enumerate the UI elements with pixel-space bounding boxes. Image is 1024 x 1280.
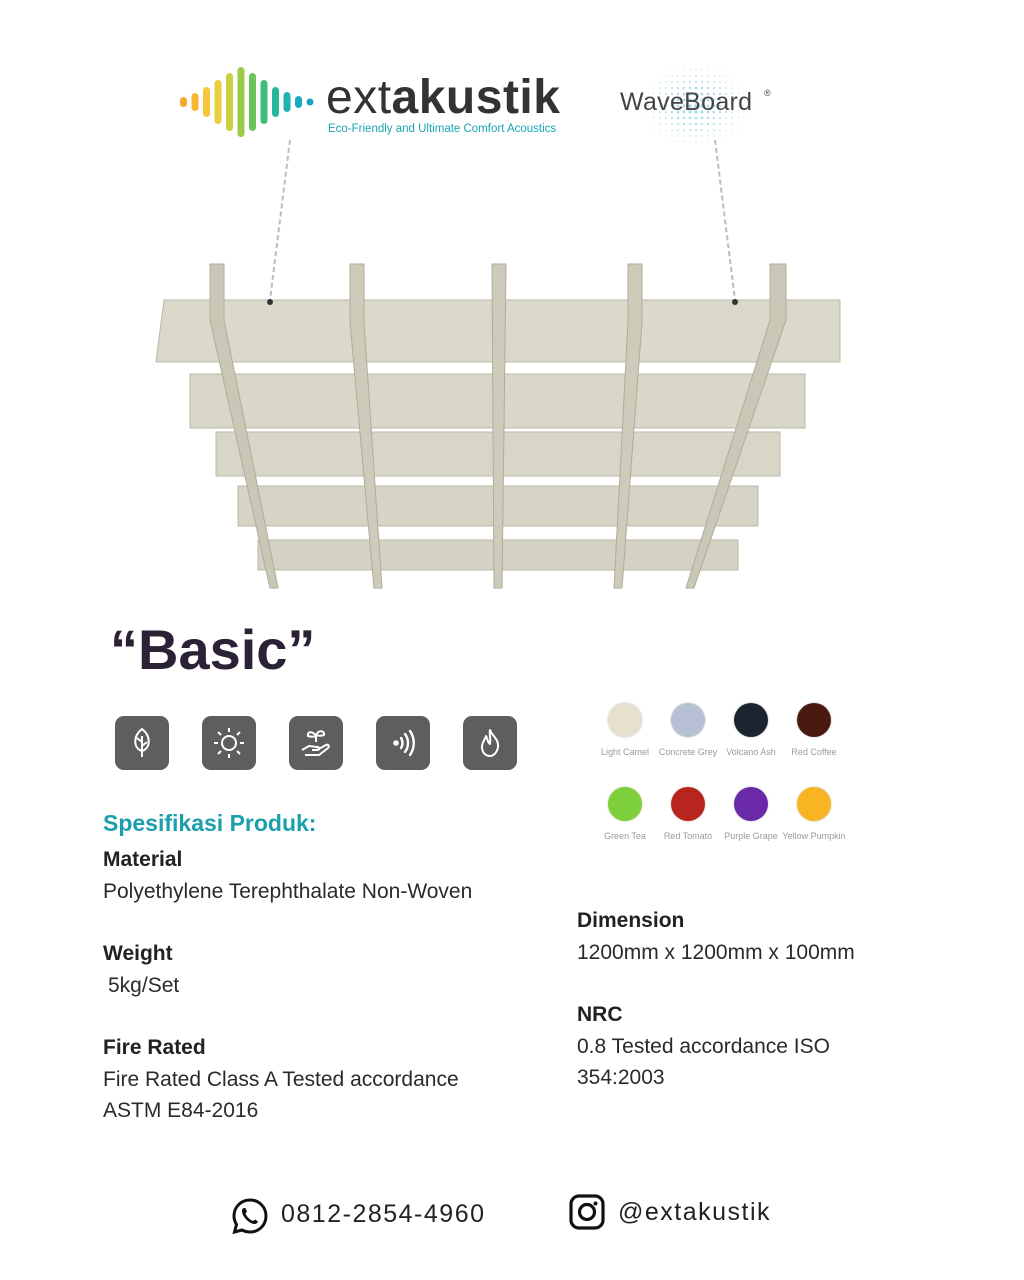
logo-bar [295,96,302,108]
brand-name-bold: akustik [391,71,561,124]
hanging-hook [732,299,738,305]
fire-rated-value-line1: Fire Rated Class A Tested accordance [103,1068,459,1091]
color-swatch-label: Red Coffee [791,747,837,757]
color-swatch [797,703,831,737]
sun-icon [202,716,256,770]
logo-bar [261,80,268,124]
logo-bar [249,73,256,131]
product-image-baffle-grid [150,140,850,595]
color-swatch [734,787,768,821]
nrc-value-line2: 354:2003 [577,1066,665,1089]
logo-bar [192,93,199,111]
instagram-icon [568,1193,606,1231]
color-swatch-label: Green Tea [604,831,646,841]
color-swatch [734,703,768,737]
color-swatch-label: Purple Grape [724,831,778,841]
nrc-value-line1: 0.8 Tested accordance ISO [577,1035,830,1058]
dimension-label: Dimension [577,909,685,932]
contact-instagram[interactable]: @extakustik [618,1198,772,1226]
hanging-hook [267,299,273,305]
color-swatch-label: Yellow Pumpkin [782,831,846,841]
whatsapp-icon [230,1196,270,1236]
extakustik-logo-icon [178,64,318,140]
sound-waves-icon [376,716,430,770]
logo-bar [238,67,245,137]
fire-rated-value-line2: ASTM E84-2016 [103,1099,259,1122]
waveboard-logo-text: WaveBoard [620,88,753,116]
vertical-blade [492,264,506,588]
logo-bar [180,97,187,107]
contact-phone[interactable]: 0812-2854-4960 [281,1200,486,1228]
dimension-value: 1200mm x 1200mm x 100mm [577,941,855,964]
logo-bar [215,80,222,124]
logo-bar [284,92,291,112]
brand-name-light: ext [326,71,392,124]
product-title: “Basic” [110,618,316,681]
flame-icon [463,716,517,770]
suspension-cable [715,140,735,300]
color-swatch [608,703,642,737]
color-swatch-label: Light Camel [600,747,650,757]
material-value: Polyethylene Terephthalate Non-Woven [103,880,473,903]
brand-name [326,70,560,126]
material-label: Material [103,848,183,871]
suspension-cable [270,140,290,300]
tree-leaf-icon [115,716,169,770]
color-swatch [671,787,705,821]
logo-bar [272,87,279,117]
logo-bar [203,87,210,117]
logo-bar [307,99,314,106]
plant-hand-icon [289,716,343,770]
fire-rated-label: Fire Rated [103,1036,206,1059]
color-swatch [608,787,642,821]
color-swatch-label: Concrete Grey [658,747,718,757]
weight-value: 5kg/Set [108,974,180,997]
logo-bar [226,73,233,131]
spec-heading: Spesifikasi Produk: [103,810,317,836]
color-swatch [671,703,705,737]
color-swatch-label: Red Tomato [663,831,713,841]
registered-mark: ® [764,88,771,98]
nrc-label: NRC [577,1003,623,1026]
color-swatch [797,787,831,821]
color-swatch-label: Volcano Ash [726,747,776,757]
weight-label: Weight [103,942,173,965]
brand-tagline: Eco-Friendly and Ultimate Comfort Acoustics [328,123,557,135]
